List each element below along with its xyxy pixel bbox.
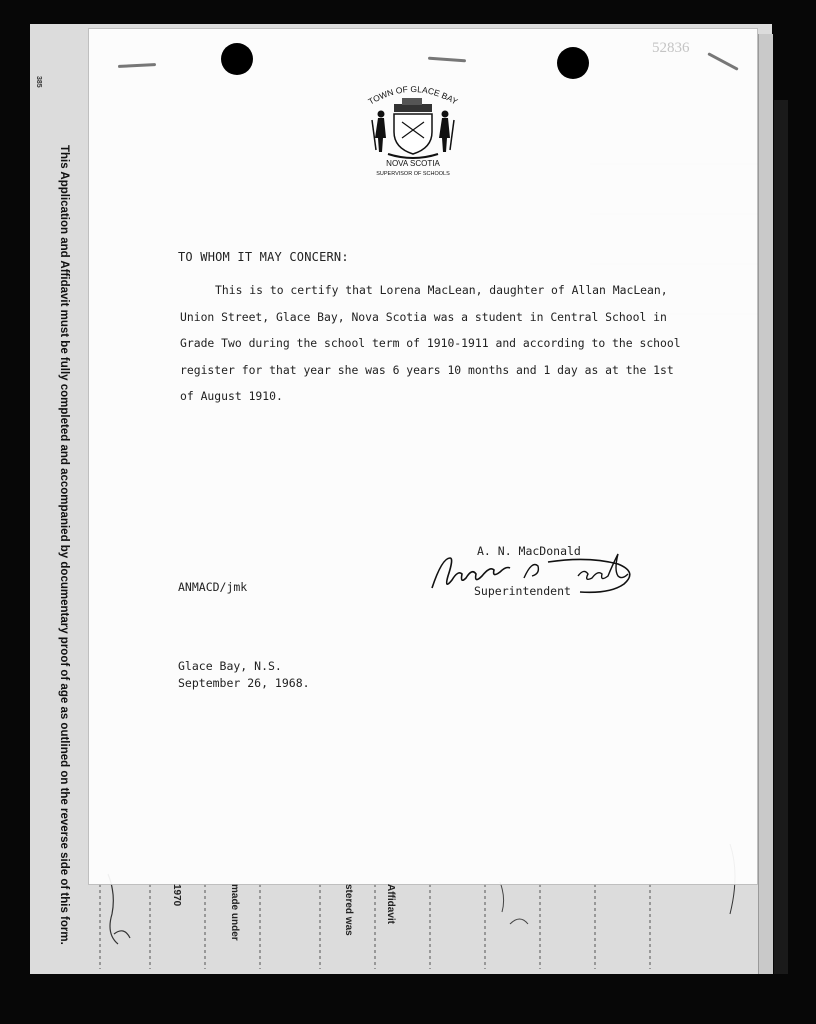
form-fragment: made under	[229, 884, 240, 941]
body-line: of August 1910.	[180, 389, 283, 403]
side-instruction: This Application and Affidavit must be fully completed and accompanied by documentary proof of age as outlined on the reverse side of this form.	[58, 145, 70, 945]
scan-shadow	[774, 100, 788, 974]
certificate-body	[180, 277, 681, 410]
body-line: Union Street, Glace Bay, Nova Scotia was a student in Central School in	[180, 309, 667, 324]
signer-title: Superintendent	[474, 584, 571, 598]
form-fragment: stered was	[343, 884, 354, 936]
seal-office-label: SUPERVISOR OF SCHOOLS	[376, 171, 450, 177]
form-fragment: Affidavit	[385, 884, 396, 924]
punch-hole-left	[221, 43, 253, 75]
page-code: 385	[35, 76, 42, 88]
salutation: TO WHOM IT MAY CONCERN:	[178, 250, 349, 264]
form-fragment: 1970	[171, 884, 182, 907]
punch-hole-right	[557, 47, 589, 79]
faint-number: 52836	[652, 40, 690, 56]
seal-town-label: TOWN OF GLACE BAY	[366, 83, 460, 107]
signer-name: A. N. MacDonald	[477, 544, 581, 558]
issue-date: September 26, 1968.	[178, 676, 310, 690]
seal-province-label: NOVA SCOTIA	[386, 159, 440, 168]
paper-edge	[758, 34, 773, 974]
body-line: Grade Two during the school term of 1910-1911 and according to the school	[180, 336, 681, 350]
issue-place: Glace Bay, N.S.	[178, 659, 282, 673]
body-line: This is to certify that Lorena MacLean, daughter of Allan MacLean,	[215, 283, 668, 297]
reference-initials: ANMACD/jmk	[178, 580, 248, 594]
town-seal	[358, 82, 468, 182]
form-bottom-fragments	[30, 880, 772, 974]
body-line: register for that year she was 6 years 10 months and 1 day as at the 1st	[180, 362, 674, 377]
